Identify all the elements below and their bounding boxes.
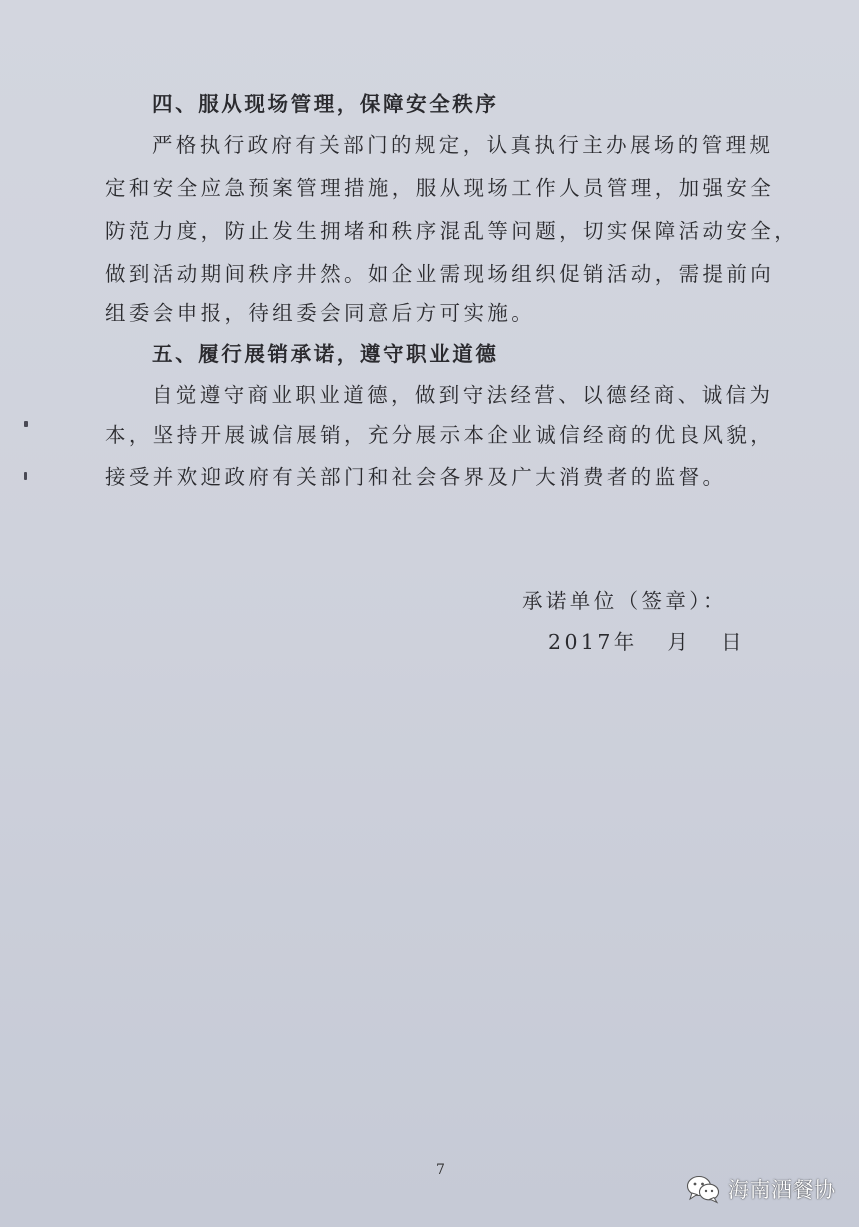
wechat-watermark xyxy=(686,1174,836,1204)
watermark-text: 海南酒餐协 xyxy=(728,1178,836,1202)
section-4-heading: 四、服从现场管理，保障安全秩序 xyxy=(152,92,499,116)
section-5-line-3: 接受并欢迎政府有关部门和社会各界及广大消费者的监督。 xyxy=(105,465,727,489)
section-4-line-5: 组委会申报，待组委会同意后方可实施。 xyxy=(105,301,536,325)
section-5-line-1: 自觉遵守商业职业道德，做到守法经营、以德经商、诚信为 xyxy=(152,383,774,407)
section-5-heading: 五、履行展销承诺，遵守职业道德 xyxy=(152,342,499,366)
signature-date: 2017年 月 日 xyxy=(548,630,745,654)
scan-mark-dash xyxy=(24,472,27,480)
scan-mark-dot xyxy=(24,421,28,427)
section-5-line-2: 本，坚持开展诚信展销，充分展示本企业诚信经商的优良风貌， xyxy=(105,423,775,447)
section-4-line-1: 严格执行政府有关部门的规定，认真执行主办展场的管理规 xyxy=(152,133,774,157)
promise-unit-label: 承诺单位（签章）： xyxy=(522,589,727,613)
section-4-line-4: 做到活动期间秩序井然。如企业需现场组织促销活动，需提前向 xyxy=(105,262,775,286)
section-4-line-3: 防范力度，防止发生拥堵和秩序混乱等问题，切实保障活动安全， xyxy=(105,219,799,243)
page-number: 7 xyxy=(436,1162,445,1178)
wechat-logo-icon xyxy=(686,1174,720,1204)
section-4-line-2: 定和安全应急预案管理措施，服从现场工作人员管理，加强安全 xyxy=(105,176,775,200)
